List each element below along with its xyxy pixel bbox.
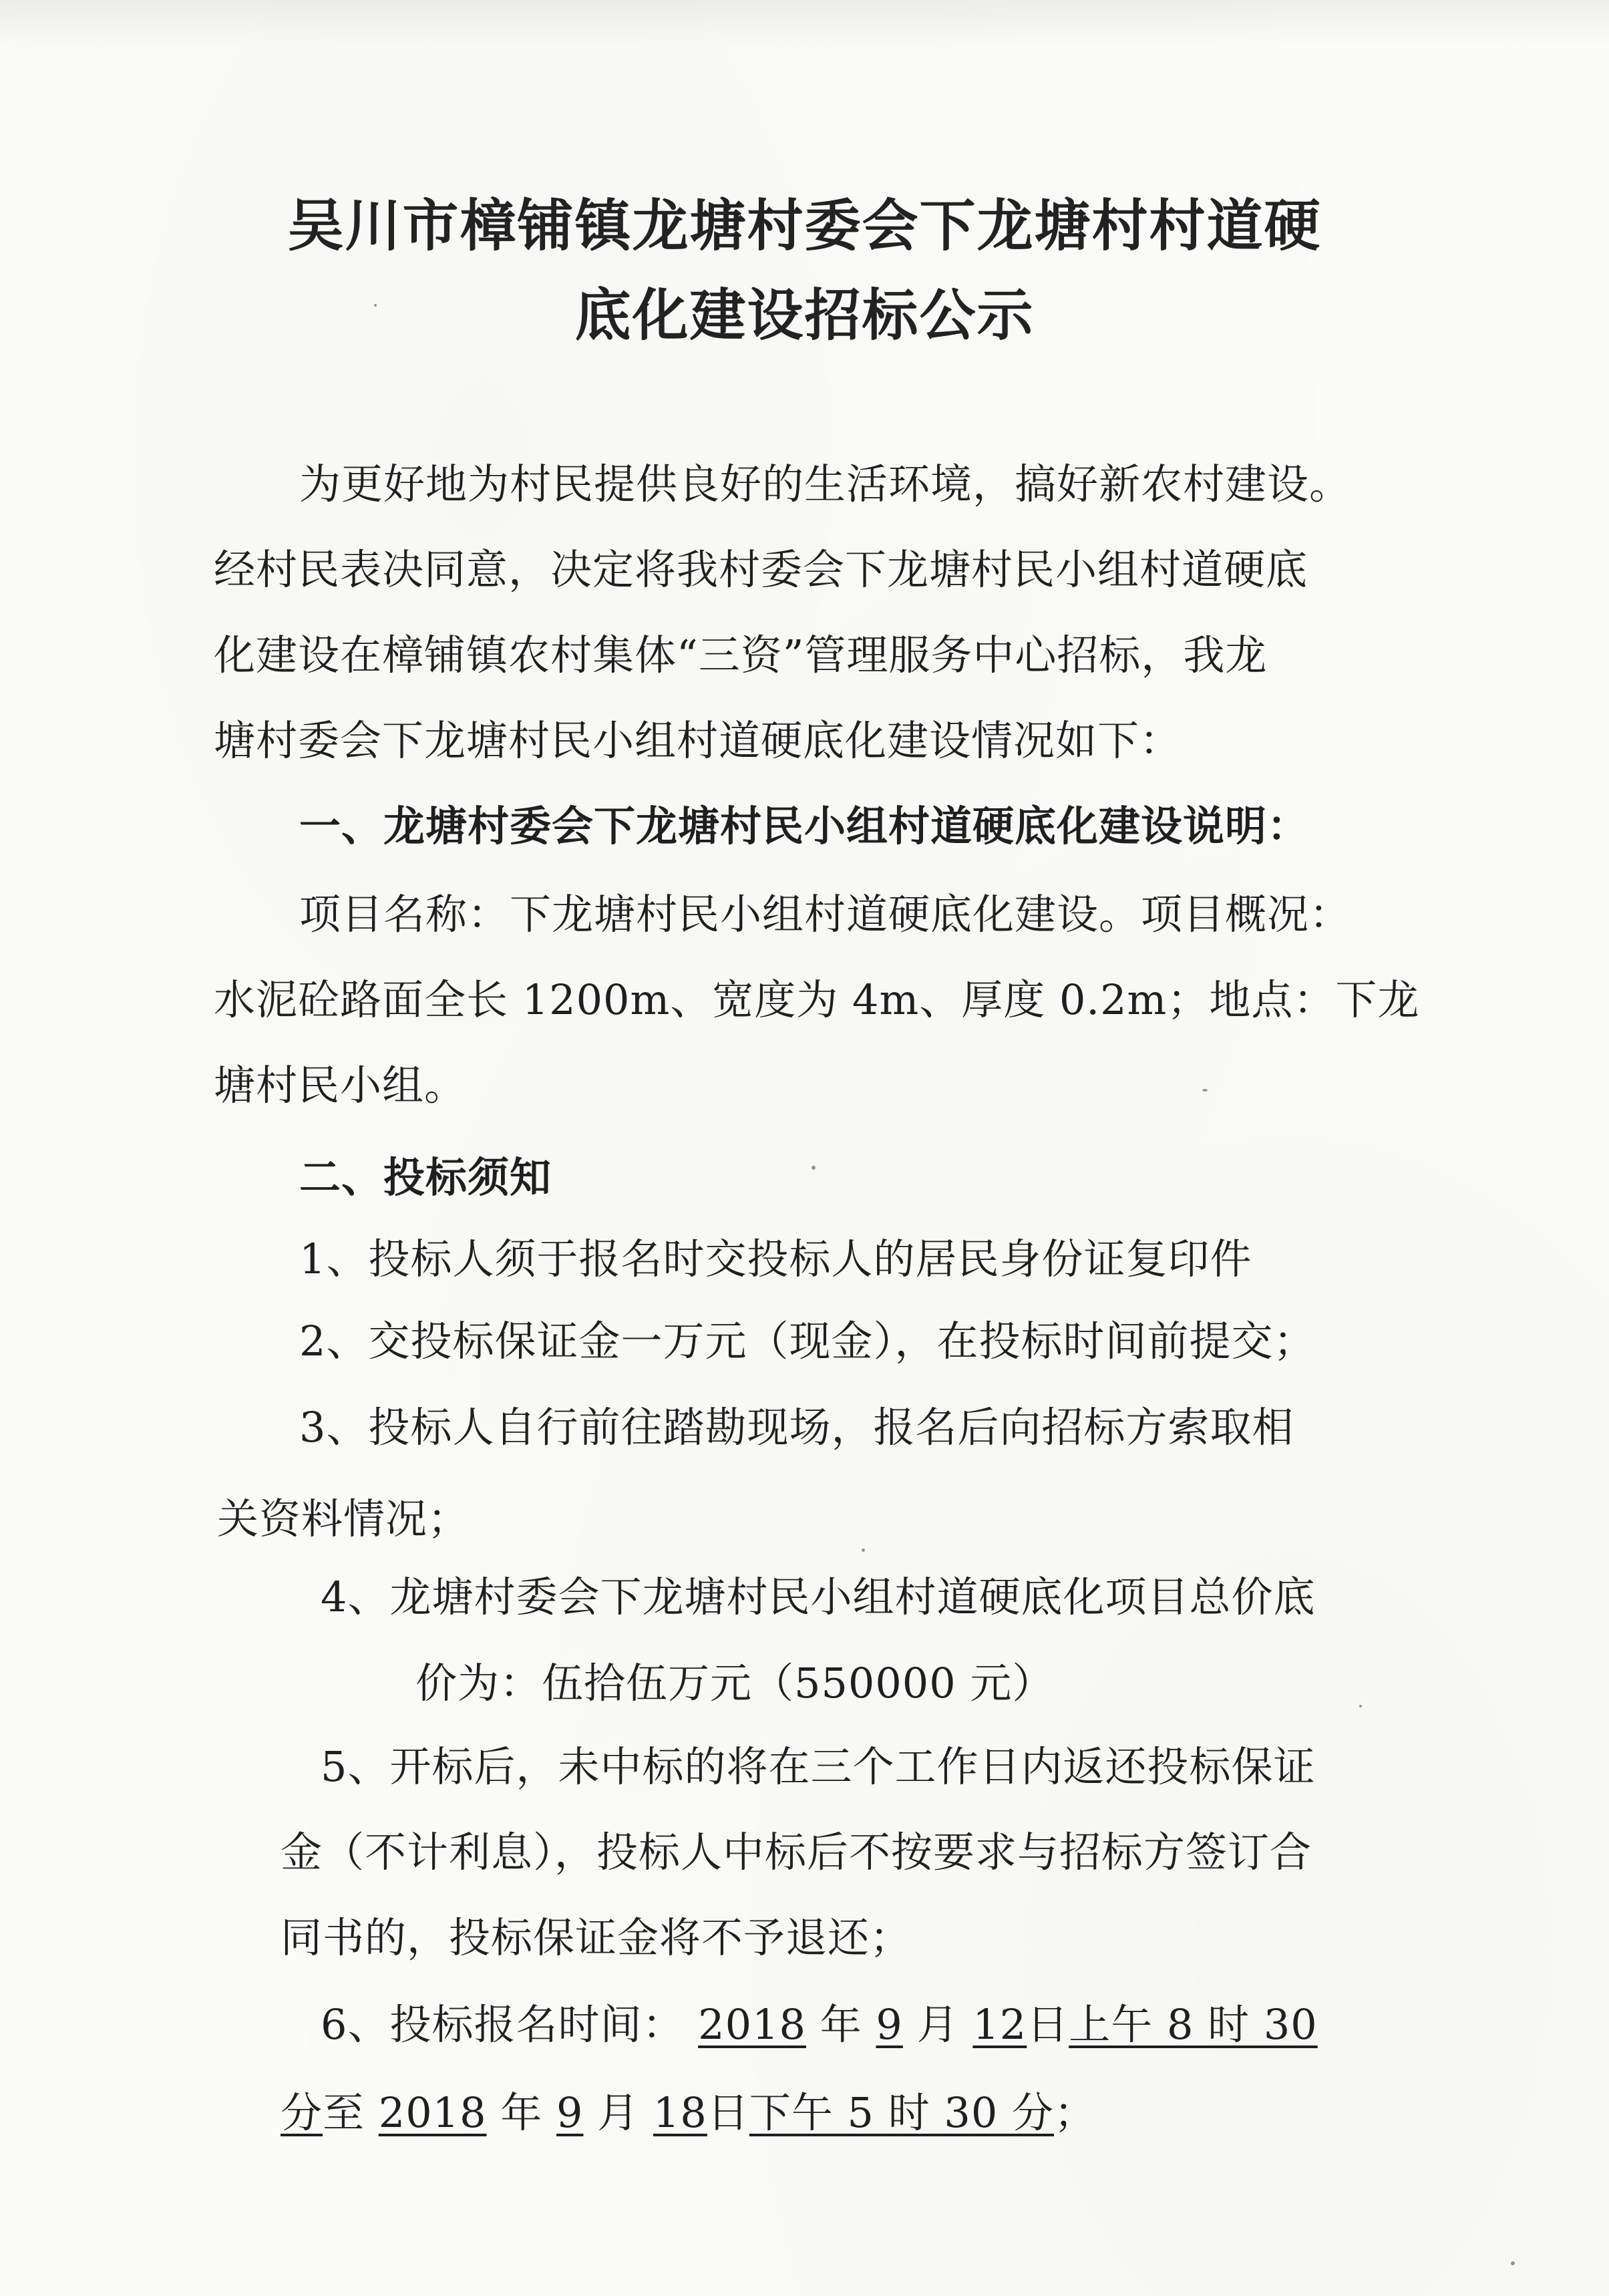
document-title-line-1: 吴川市樟铺镇龙塘村委会下龙塘村村道硬 xyxy=(287,193,1322,259)
section-1-line-3: 塘村民小组。 xyxy=(214,1061,467,1110)
intro-line-4: 塘村委会下龙塘村民小组村道硬底化建设情况如下： xyxy=(214,716,1182,765)
item-6-suffix: ； xyxy=(1054,2088,1097,2137)
item-5-line-2: 金（不计利息），投标人中标后不按要求与招标方签订合 xyxy=(281,1828,1312,1876)
item-2: 2、交投标保证金一万元（现金），在投标时间前提交； xyxy=(299,1317,1316,1365)
intro-line-3: 化建设在樟铺镇农村集体“三资”管理服务中心招标，我龙 xyxy=(214,631,1268,679)
to-text: 至 xyxy=(323,2088,365,2137)
item-3-line-1: 3、投标人自行前往踏勘现场，报名后向招标方索取相 xyxy=(299,1403,1294,1452)
start-year-char: 年 xyxy=(820,2000,862,2049)
section-2-heading: 二、投标须知 xyxy=(299,1153,552,1202)
start-day: 12 xyxy=(972,2000,1027,2049)
start-day-char: 日 xyxy=(1027,2000,1069,2049)
item-6-line-2 xyxy=(281,2088,1097,2137)
section-1-heading: 一、龙塘村委会下龙塘村民小组村道硬底化建设说明： xyxy=(299,802,1310,850)
document-title-line-2: 底化建设招标公示 xyxy=(574,283,1035,348)
start-month-char: 月 xyxy=(916,2000,959,2049)
scan-speck xyxy=(862,1548,865,1552)
intro-line-2: 经村民表决同意，决定将我村委会下龙塘村民小组村道硬底 xyxy=(214,545,1308,594)
item-3-line-2: 关资料情况； xyxy=(217,1494,470,1543)
start-time: 上午 8 时 30 xyxy=(1069,2000,1318,2049)
section-1-line-1: 项目名称：下龙塘村民小组村道硬底化建设。项目概况： xyxy=(299,890,1352,939)
start-year: 2018 xyxy=(698,2000,806,2049)
end-day: 18 xyxy=(653,2088,707,2137)
end-month: 9 xyxy=(556,2088,584,2137)
intro-line-1: 为更好地为村民提供良好的生活环境，搞好新农村建设。 xyxy=(299,460,1352,508)
end-year-char: 年 xyxy=(500,2088,543,2137)
item-1: 1、投标人须于报名时交投标人的居民身份证复印件 xyxy=(299,1235,1252,1283)
scan-speck xyxy=(1359,1705,1362,1707)
start-month: 9 xyxy=(876,2000,903,2049)
scan-speck xyxy=(374,304,377,307)
scan-speck xyxy=(1511,2261,1515,2265)
scan-speck xyxy=(1202,1089,1208,1092)
end-month-char: 月 xyxy=(597,2088,640,2137)
item-6-line-1 xyxy=(321,2000,1318,2049)
scan-shadow xyxy=(0,0,1609,47)
item-4-line-1: 4、龙塘村委会下龙塘村民小组村道硬底化项目总价底 xyxy=(321,1573,1316,1621)
item-5-line-1: 5、开标后，未中标的将在三个工作日内返还投标保证 xyxy=(321,1742,1316,1791)
end-day-char: 日 xyxy=(707,2088,749,2137)
item-5-line-3: 同书的，投标保证金将不予退还； xyxy=(281,1913,912,1962)
section-1-line-2: 水泥砼路面全长 1200m、宽度为 4m、厚度 0.2m；地点：下龙 xyxy=(214,975,1420,1024)
start-time-tail: 分 xyxy=(281,2088,323,2137)
scan-speck xyxy=(812,1166,816,1170)
item-6-prefix: 6、投标报名时间： xyxy=(321,2000,685,2049)
end-time: 下午 5 时 30 分 xyxy=(749,2088,1054,2137)
end-year: 2018 xyxy=(378,2088,487,2137)
item-4-line-2: 价为：伍拾伍万元（550000 元） xyxy=(415,1659,1055,1707)
